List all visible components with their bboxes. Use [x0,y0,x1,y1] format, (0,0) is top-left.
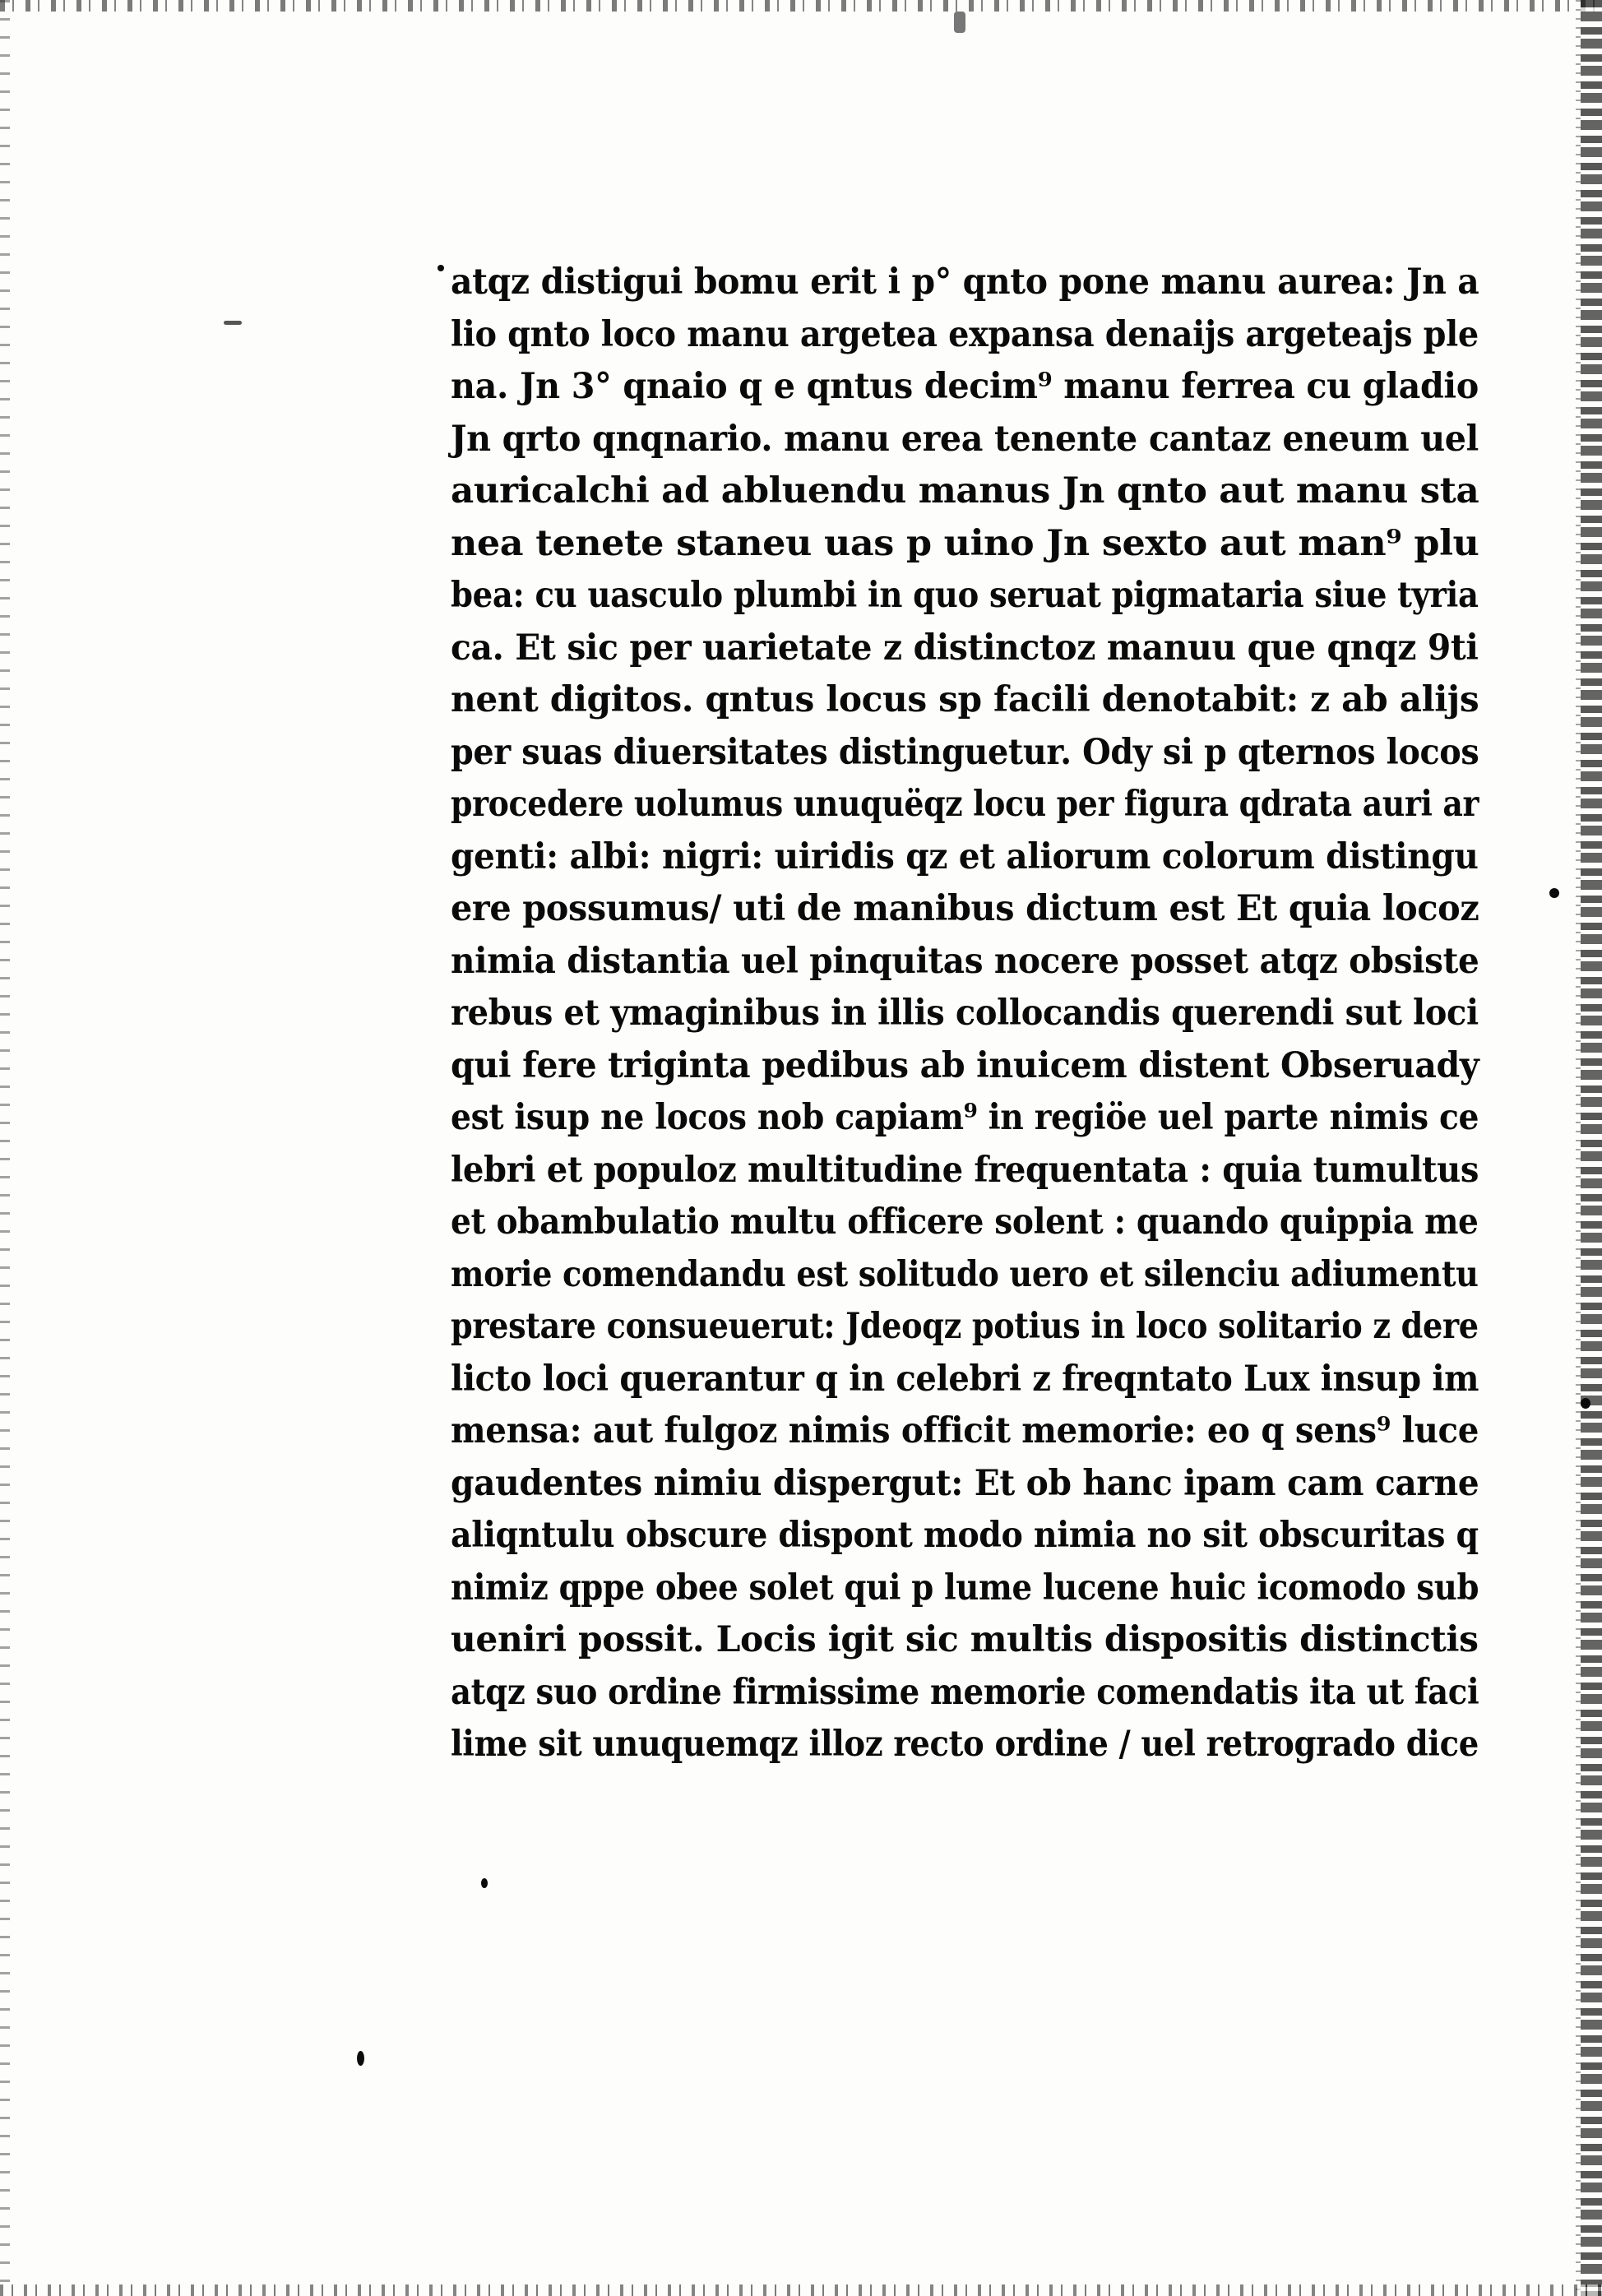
ink-speck [224,321,242,325]
scan-edge-left [0,0,10,2296]
scan-edge-bottom [0,2284,1602,2296]
text-line: aliqntulu obscure dispont modo nimia no sit obscuritas q [451,1515,1479,1556]
text-line: nent digitos. qntus locus sp facili denotabit: z ab alijs [451,679,1479,720]
text-line: ere possumus/ uti de manibus dictum est Et quia locoz [451,888,1479,929]
scan-edge-right-inner [1576,0,1581,2296]
ink-speck [481,1878,488,1888]
text-line: bea: cu uasculo plumbi in quo seruat pigmataria siue tyria [451,575,1479,616]
text-column [451,257,1479,1771]
text-line: procedere uolumus unuquëqz locu per figura qdrata auri ar [451,784,1479,825]
text-line: rebus et ymaginibus in illis collocandis querendi sut loci [451,993,1479,1034]
text-line: est isup ne locos nob capiam⁹ in regiöe uel parte nimis ce [451,1097,1479,1138]
text-line: atqz suo ordine firmissime memorie comendatis ita ut faci [451,1671,1479,1713]
text-line: ueniri possit. Locis igit sic multis dispositis distinctis [451,1619,1479,1660]
text-line: morie comendandu est solitudo uero et silenciu adiumentu [451,1253,1479,1295]
scan-edge-right [1581,0,1602,2296]
text-line: genti: albi: nigri: uiridis qz et aliorum colorum distingu [451,836,1479,877]
text-line: prestare consueuerut: Jdeoqz potius in loco solitario z dere [451,1306,1479,1347]
text-line: auricalchi ad abluendu manus Jn qnto aut manu sta [451,470,1479,512]
text-line: Jn qrto qnqnario. manu erea tenente cantaz eneum uel [451,418,1479,460]
text-line: lio qnto loco manu argetea expansa denaijs argeteajs ple [451,313,1479,355]
text-line: lime sit unuquemqz illoz recto ordine / uel retrogrado dice [451,1724,1479,1765]
text-line: ca. Et sic per uarietate z distinctoz manuu que qnqz 9ti [451,627,1479,669]
ink-speck [1549,888,1559,898]
ink-speck [1581,1398,1590,1409]
ink-speck [438,265,444,271]
text-line: nimia distantia uel pinquitas nocere posset atqz obsiste [451,940,1479,982]
text-line: na. Jn 3° qnaio q e qntus decim⁹ manu ferrea cu gladio [451,366,1479,407]
text-line: licto loci querantur q in celebri z freqntato Lux insup im [451,1358,1479,1400]
text-line: atqz distigui bomu erit i p° qnto pone manu aurea: Jn a [451,262,1479,303]
text-line: lebri et populoz multitudine frequentata : quia tumultus [451,1149,1479,1191]
text-line: nea tenete staneu uas p uino Jn sexto aut man⁹ plu [451,522,1479,564]
text-line: gaudentes nimiu dispergut: Et ob hanc ipam cam carne [451,1462,1479,1504]
ink-speck [357,2051,364,2066]
ink-speck [954,12,965,33]
text-line: per suas diuersitates distinguetur. Ody si p qternos locos [451,731,1479,773]
text-line: qui fere triginta pedibus ab inuicem distent Obseruady [451,1044,1479,1086]
text-line: mensa: aut fulgoz nimis officit memorie: eo q sens⁹ luce [451,1410,1479,1451]
text-line: nimiz qppe obee solet qui p lume lucene huic icomodo sub [451,1567,1479,1609]
scan-edge-top [0,0,1602,12]
text-line: et obambulatio multu officere solent : quando quippia me [451,1201,1479,1243]
